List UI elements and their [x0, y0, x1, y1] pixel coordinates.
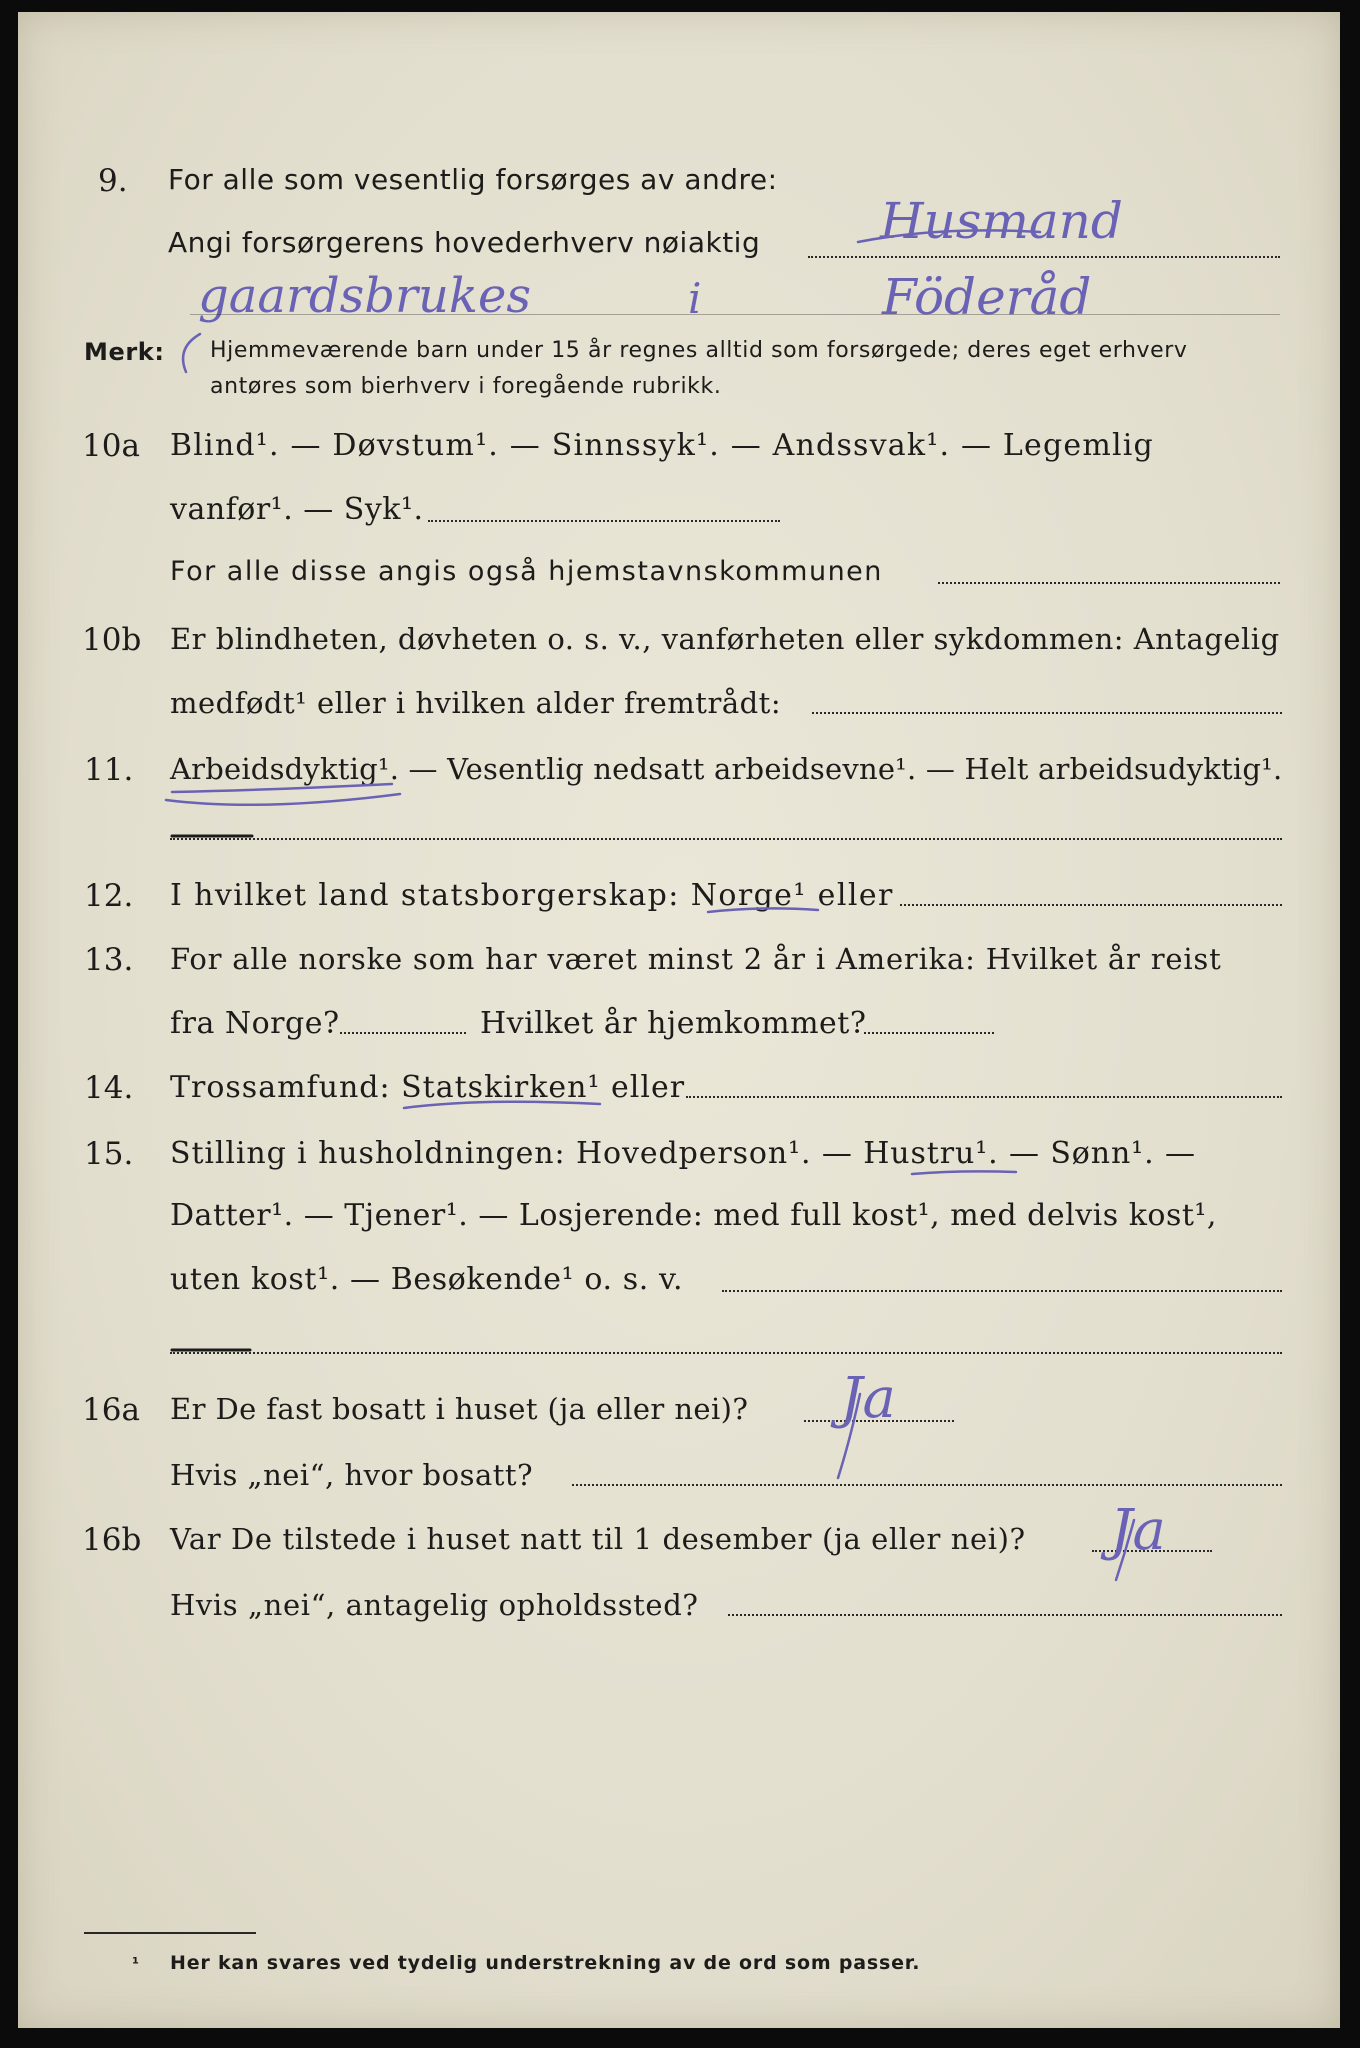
q9-line1: For alle som vesentlig forsørges av andre: [168, 163, 778, 196]
merk-line2: antøres som bierhverv i foregående rubrikk. [210, 374, 722, 399]
q15-line1: Stilling i husholdningen: Hovedperson¹. — Hustru¹. — Sønn¹. — [170, 1136, 1196, 1171]
q13-line2a: fra Norge? [170, 1006, 340, 1041]
merk-line1: Hjemmeværende barn under 15 år regnes alltid som forsørgede; deres eget erhverv [210, 338, 1188, 363]
q15-line3: uten kost¹. — Besøkende¹ o. s. v. [170, 1262, 684, 1297]
q16a-line2: Hvis „nei“, hvor bosatt? [170, 1458, 534, 1492]
q9-flourish [858, 230, 1040, 242]
q16b-line2: Hvis „nei“, antagelig opholdssted? [170, 1588, 699, 1622]
hustru-underline [912, 1171, 1016, 1174]
q9-handwritten-answer4: Föderåd [882, 268, 1092, 326]
q9-handwritten-answer3: i [688, 274, 702, 323]
q10a-line2: vanfør¹. — Syk¹. [170, 492, 424, 527]
q13-number: 13. [84, 942, 134, 978]
ja-16b-stroke [1116, 1520, 1134, 1580]
merk-bracket-stroke [183, 334, 200, 372]
q13-line2b: Hvilket år hjemkommet? [480, 1006, 867, 1041]
q15-number: 15. [84, 1136, 134, 1172]
statskirken-underline [404, 1102, 600, 1108]
q9-handwritten-answer2: gaardsbrukes [198, 268, 531, 324]
q16a-line1: Er De fast bosatt i huset (ja eller nei)? [170, 1392, 749, 1426]
arbeidsdyktig-underline [172, 784, 392, 792]
q12-line1: I hvilket land statsborgerskap: Norge¹ eller [170, 878, 894, 913]
q16a-handwritten-answer: Ja [840, 1366, 896, 1431]
q15-line2: Datter¹. — Tjener¹. — Losjerende: med full kost¹, med delvis kost¹, [170, 1198, 1217, 1233]
footnote-mark: ¹ [132, 1954, 140, 1973]
footnote-text: Her kan svares ved tydelig understrekning av de ord som passer. [170, 1952, 921, 1974]
q9-handwritten-answer1: Husmand [880, 192, 1123, 250]
q16a-number: 16a [82, 1392, 140, 1428]
q10a-line1: Blind¹. — Døvstum¹. — Sinnssyk¹. — Andssvak¹. — Legemlig [170, 428, 1154, 463]
ja-16a-stroke [838, 1394, 860, 1478]
q12-number: 12. [84, 878, 134, 914]
q16b-line1: Var De tilstede i huset natt til 1 desember (ja eller nei)? [170, 1522, 1026, 1556]
q10a-number: 10a [82, 428, 140, 464]
q16b-number: 16b [82, 1522, 142, 1558]
q11-line1: Arbeidsdyktig¹. — Vesentlig nedsatt arbeidsevne¹. — Helt arbeidsudyktig¹. [170, 752, 1283, 786]
norge-underline [708, 908, 818, 912]
q14-line1: Trossamfund: Statskirken¹ eller [170, 1070, 686, 1105]
arbeidsdyktig-underline-tail [166, 794, 400, 805]
merk-label: Merk: [84, 338, 165, 366]
q10a-line3: For alle disse angis også hjemstavnskommunen [170, 556, 883, 587]
q10b-line2: medfødt¹ eller i hvilken alder fremtrådt: [170, 686, 782, 720]
q10b-number: 10b [82, 622, 142, 658]
q10b-line1: Er blindheten, døvheten o. s. v., vanførheten eller sykdommen: Antagelig [170, 622, 1280, 656]
q9-number: 9. [98, 163, 128, 199]
q9-line2: Angi forsørgerens hovederhverv nøiaktig [168, 226, 761, 259]
q11-number: 11. [84, 752, 134, 788]
q13-line1: For alle norske som har været minst 2 år i Amerika: Hvilket år reist [170, 942, 1222, 976]
q14-number: 14. [84, 1070, 134, 1106]
q16b-handwritten-answer: Ja [1110, 1498, 1166, 1563]
